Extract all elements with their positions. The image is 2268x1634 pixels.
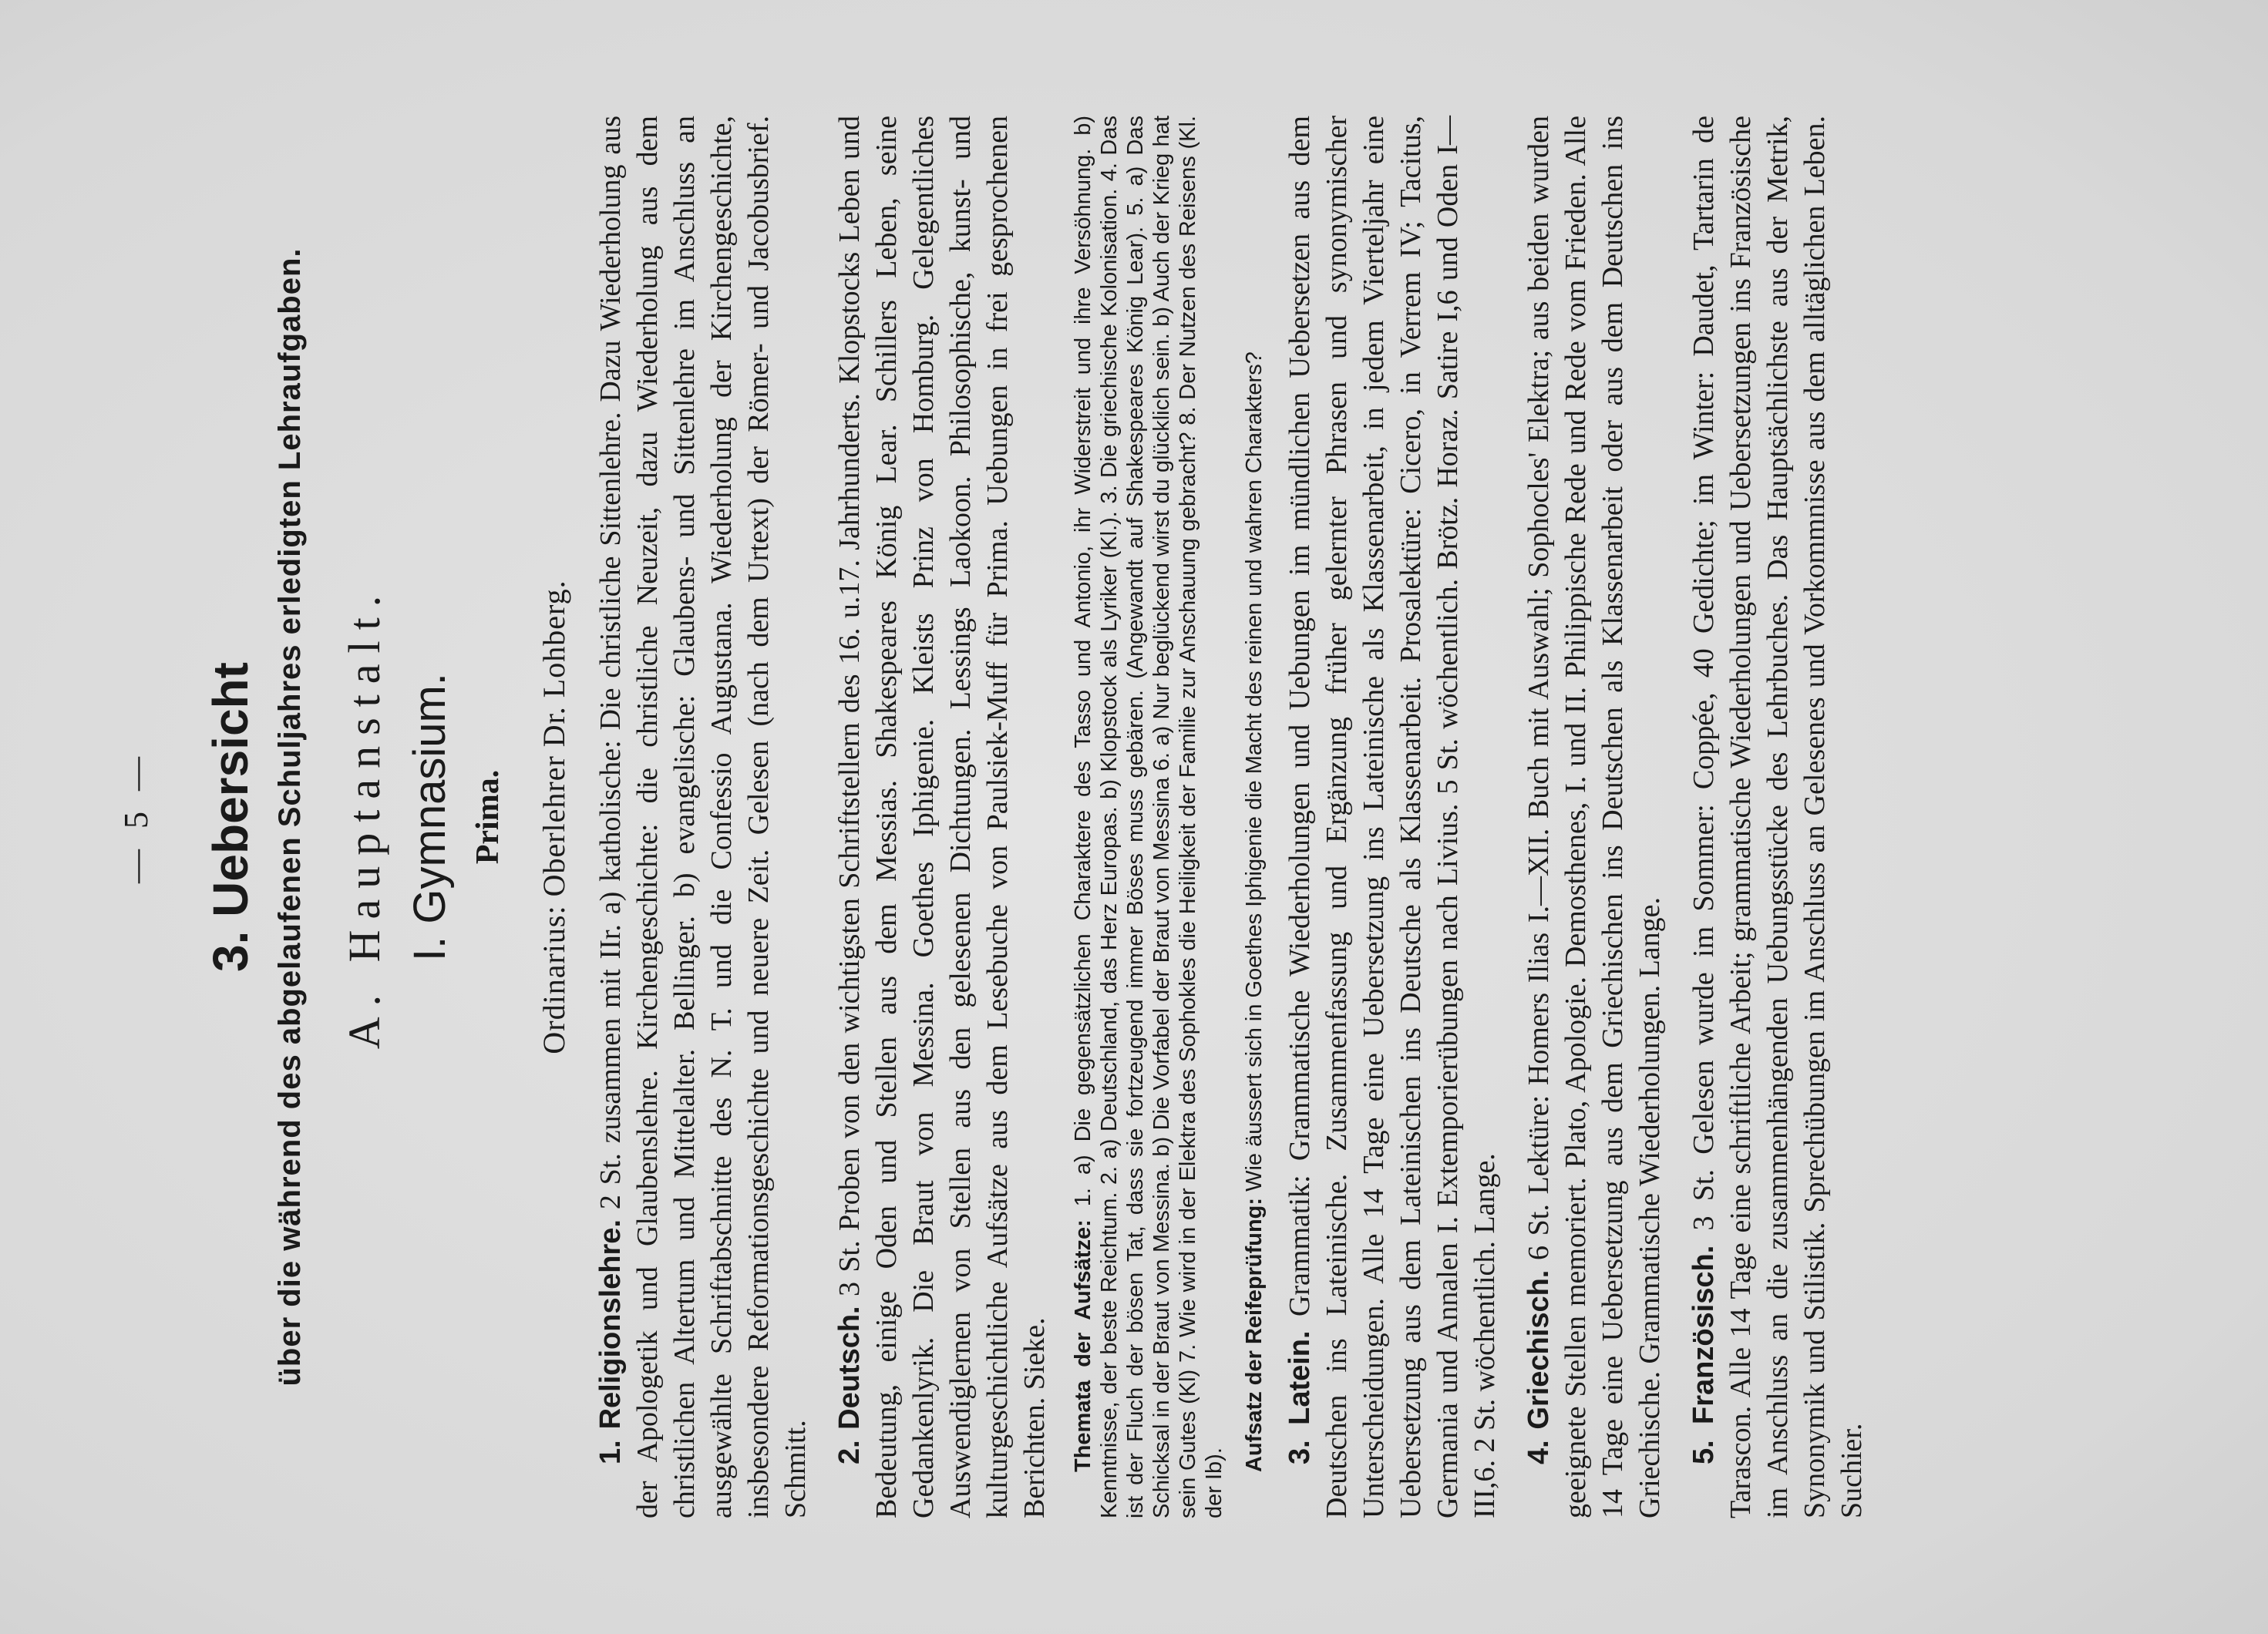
essay-themes [1070,116,1227,1518]
ordinarius-line: Ordinarius: Oberlehrer Dr. Lohberg. [537,580,571,1054]
subject-heading: 3. Latein. [1284,1330,1316,1464]
essay-themes-text: 1. a) Die gegensätzlichen Charaktere des Tasso und Antonio, ihr Widerstreit und ihre Versöhnung. b) Kenntnisse, der beste Reichtum. 2. a) Deutschland, das Herz Europas. b) Klopstock als Lyriker (Kl.). 3. Die griechische Kolonisation. 4. Das ist der Fluch der bösen Tat, dass sie fortzeugend immer Böses muss gebären. (Angewandt auf Shakespeares König Lear). 5. a) Das Schicksal in der Braut von Messina. b) Die Vorfabel der Braut von Messina 6. a) Nur beglückend wirst du glücklich sein. b) Auch der Krieg hat sein Gutes (Kl) 7. Wie wird in der Elektra des Sophokles die Heiligkeit der Familie zur Anschauung gebracht? 8. Der Nutzen des Reisens (Kl. der Ib). [1071,115,1227,1518]
subject-heading: 1. Religionslehre. [594,1219,627,1464]
subject-text: Grammatik: Grammatische Wiederholungen und Uebungen im mündlichen Uebersetzen aus dem Deutschen ins Lateinische. Zusammenfassung und Ergänzung früher gelernter Phrasen und synonymischer Unterscheidungen. Alle 14 Tage eine Uebersetzung ins Lateinische als Klassenarbeit, in jedem Vierteljahr eine Uebersetzung aus dem Lateinischen ins Deutsche als Klassenarbeit. Prosalektüre: Cicero, in Verrem IV; Tacitus, Germania und Annalen I. Extemporierübungen nach Livius. 5 St. wöchentlich. Brötz. Horaz. Satire I,6 und Oden I—III,6. 2 St. wöchentlich. Lange. [1284,116,1501,1518]
subject-religion [592,116,814,1518]
page-number: — 5 — [117,751,155,883]
subject-heading: 5. Französisch. [1688,1245,1720,1464]
subject-heading: 4. Griechisch. [1523,1269,1555,1464]
subject-heading: 2. Deutsch. [833,1306,866,1464]
subject-griechisch [1520,116,1668,1518]
subject-franzoesisch [1685,116,1870,1518]
rotated-document-page [62,62,2206,1572]
final-exam-text: Wie äussert sich in Goethes Iphigenie die Macht des reinen und wahren Charakters? [1242,351,1267,1198]
page-subtitle: über die während des abgelaufenen Schuljahres erledigten Lehraufgaben. [273,247,307,1387]
class-heading: Prima. [470,769,506,865]
subject-text: 3 St. Proben von den wichtigsten Schriftstellern des 16. u.17. Jahrhunderts. Klopstocks Leben und Bedeutung, einige Oden und Stellen aus dem Messias. Shakespeares König Lear. Schillers Leben, seine Gedankenlyrik. Die Braut von Messina. Goethes Iphigenie. Kleists Prinz von Homburg. Gelegentliches Auswendiglernen von Stellen aus den gelesenen Dichtungen. Lessings Laokoon. Philosophische, kunst- und kulturgeschichtliche Aufsätze aus dem Lesebuche von Paulsiek-Muff für Prima. Uebungen in frei gesprochenen Berichten. Sieke. [833,115,1051,1518]
essay-themes-heading: Themata der Aufsätze: [1071,1219,1095,1472]
subject-text: 6 St. Lektüre: Homers Ilias I.—XII. Buch mit Auswahl; Sophocles' Elektra; aus beiden wurden geeignete Stellen memoriert. Plato, Apologie. Demosthenes, I. und II. Philippische Rede und Rede vom Frieden. Alle 14 Tage eine Uebersetzung aus dem Griechischen ins Deutschen als Klassenarbeit oder aus dem Deutschen ins Griechische. Grammatische Wiederholungen. Lange. [1523,116,1666,1518]
subject-text: 2 St. zusammen mit IIr. a) katholische: Die christliche Sittenlehre. Dazu Wiederholung aus der Apologetik und Glaubenslehre. Kirchengeschichte: die christliche Neuzeit, dazu Wiederholung aus dem christlichen Altertum und Mittelalter. Bellinger. b) evangelische: Glaubens- und Sittenlehre im Anschluss an ausgewählte Schriftabschnitte des N. T. und die Confessio Augustana. Wiederholung der Kirchengeschichte, insbesondere Reformationsgeschichte und neuere Zeit. Gelesen (nach dem Urtext) der Römer- und Jacobusbrief. Schmitt. [594,116,812,1518]
section-heading-a: A. Hauptanstalt. [339,584,389,1050]
final-exam-heading: Aufsatz der Reifeprüfung: [1242,1197,1267,1472]
page-title: 3. Uebersicht [203,662,258,972]
subject-deutsch [831,116,1053,1518]
final-exam-essay [1241,116,1267,1518]
section-heading-gymnasium: I. Gymnasium. [405,673,455,961]
subject-text: 3 St. Gelesen wurde im Sommer: Coppée, 40 Gedichte; im Winter: Daudet, Tartarin de Tarascon. Alle 14 Tage eine schriftliche Arbeit; grammatische Wiederholungen und Uebersetzungen ins Französische im Anschluss an die zusammenhängenden Uebungsstücke des Lehrbuches. Das Hauptsächlichste aus der Metrik, Synonymik und Stilistik. Sprechübungen im Anschluss an Gelesenes und Vorkommnisse aus dem alltäglichen Leben. Suchier. [1688,116,1868,1518]
subject-latein [1281,116,1503,1518]
